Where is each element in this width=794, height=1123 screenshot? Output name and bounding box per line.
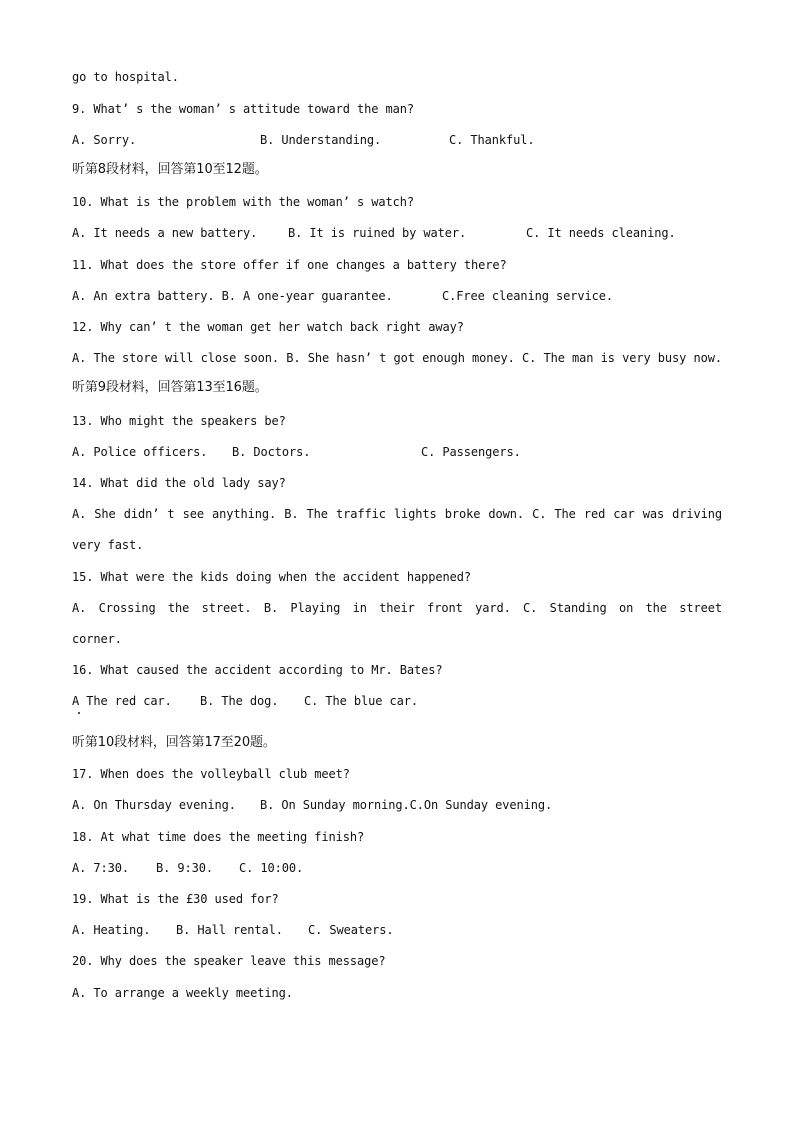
option-a: A The red car.	[72, 694, 172, 708]
option-b: B. 9:30.	[156, 861, 213, 875]
option-b: B. Doctors.	[232, 445, 311, 459]
question-10: 10. What is the problem with the woman’ s watch?	[72, 195, 414, 209]
option-b: B. Hall rental.	[176, 923, 283, 937]
options-15: A. Crossing the street. B. Playing in their front yard. C. Standing on the street	[72, 601, 722, 615]
question-17: 17. When does the volleyball club meet?	[72, 767, 350, 781]
option-a: A. Sorry.	[72, 133, 137, 147]
text-line: go to hospital.	[72, 70, 179, 84]
question-18: 18. At what time does the meeting finish?	[72, 830, 365, 844]
options-14-continued: very fast.	[72, 538, 144, 552]
question-15: 15. What were the kids doing when the accident happened?	[72, 570, 471, 584]
option-a: A. It needs a new battery.	[72, 226, 258, 240]
option-b: B. The dog.	[200, 694, 279, 708]
option-a: A. Heating.	[72, 923, 151, 937]
option-a: A. Police officers.	[72, 445, 208, 459]
option-a: A. On Thursday evening.	[72, 798, 236, 812]
question-19: 19. What is the £30 used for?	[72, 892, 279, 906]
question-14: 14. What did the old lady say?	[72, 476, 286, 490]
question-9: 9. What’ s the woman’ s attitude toward the man?	[72, 102, 414, 116]
options-15-continued: corner.	[72, 632, 122, 646]
question-12: 12. Why can’ t the woman get her watch back right away?	[72, 320, 464, 334]
section-heading-8: 听第8段材料，回答第10至12题。	[72, 162, 268, 177]
question-16: 16. What caused the accident according to Mr. Bates?	[72, 663, 443, 677]
option-a: A. To arrange a weekly meeting.	[72, 986, 293, 1000]
option-b: B. It is ruined by water.	[288, 226, 467, 240]
options-12: A. The store will close soon. B. She hasn’ t got enough money. C. The man is very busy now.	[72, 351, 722, 365]
question-20: 20. Why does the speaker leave this message?	[72, 954, 386, 968]
option-a: A. 7:30.	[72, 861, 129, 875]
option-c: C. It needs cleaning.	[526, 226, 676, 240]
question-13: 13. Who might the speakers be?	[72, 414, 286, 428]
option-c: C. 10:00.	[239, 861, 304, 875]
option-c: C. Passengers.	[421, 445, 521, 459]
option-b-c: B. On Sunday morning.C.On Sunday evening.	[260, 798, 553, 812]
option-b: B. Understanding.	[260, 133, 382, 147]
options-14: A. She didn’ t see anything. B. The traffic lights broke down. C. The red car was driving	[72, 507, 722, 521]
section-heading-9: 听第9段材料，回答第13至16题。	[72, 380, 268, 395]
stray-mark	[78, 712, 80, 714]
section-heading-10: 听第10段材料，回答第17至20题。	[72, 735, 276, 750]
option-a-b: A. An extra battery. B. A one-year guarantee.	[72, 289, 393, 303]
option-c: C. Sweaters.	[308, 923, 394, 937]
option-c: C. The blue car.	[304, 694, 418, 708]
question-11: 11. What does the store offer if one changes a battery there?	[72, 258, 507, 272]
option-c: C.Free cleaning service.	[442, 289, 613, 303]
option-c: C. Thankful.	[449, 133, 535, 147]
